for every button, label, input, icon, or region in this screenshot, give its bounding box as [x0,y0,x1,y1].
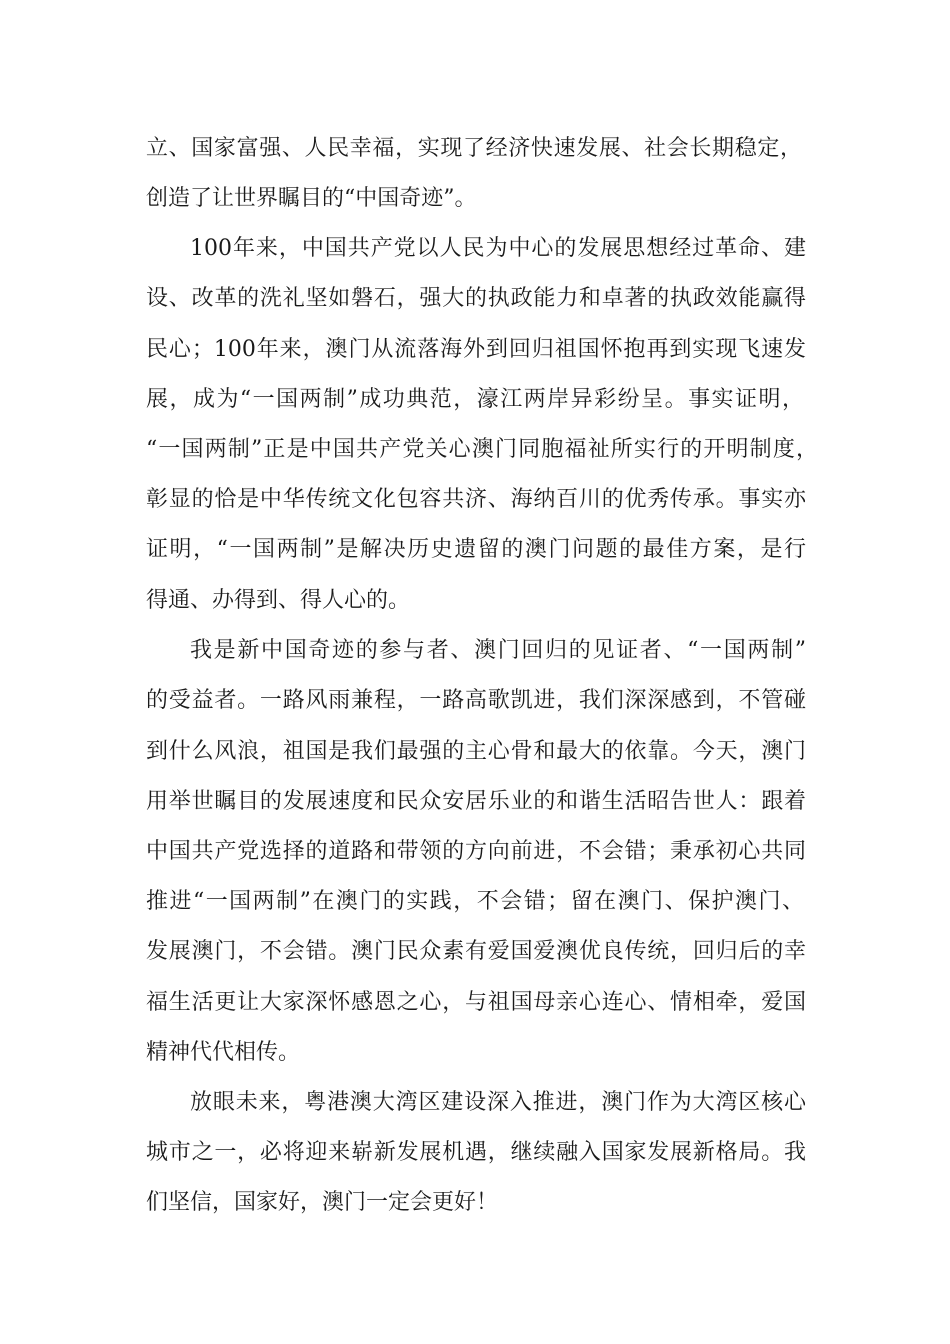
paragraph-line [0,383,950,417]
paragraph-line [0,935,950,969]
line-text: 展，成为“一国两制”成功典范，濠江两岸异彩纷呈。事实证明， [146,387,804,412]
line-text: 得通、办得到、得人心的。 [146,588,411,613]
line-text: 用举世瞩目的发展速度和民众安居乐业的和谐生活昭告世人：跟着 [146,789,806,814]
line-text: 城市之一，必将迎来崭新发展机遇，继续融入国家发展新格局。我 [146,1140,806,1165]
line-text: “一国两制”正是中国共产党关心澳门同胞福祉所实行的开明制度， [146,437,818,462]
line-text: 推进“一国两制”在澳门的实践，不会错；留在澳门、保护澳门、 [146,889,804,914]
paragraph-line [0,684,950,718]
line-text: 彰显的恰是中华传统文化包容共济、海纳百川的优秀传承。事实亦 [146,487,806,512]
line-text: 设、改革的洗礼坚如磐石，强大的执政能力和卓著的执政效能赢得 [146,286,806,311]
line-text: 到什么风浪，祖国是我们最强的主心骨和最大的依靠。今天，澳门 [146,739,806,764]
paragraph-line [0,433,950,467]
paragraph-line [0,232,950,266]
paragraph-line [0,533,950,567]
line-text: 民心；100年来，澳门从流落海外到回归祖国怀抱再到实现飞速发 [146,337,806,362]
line-text: 放眼未来，粤港澳大湾区建设深入推进，澳门作为大湾区核心 [190,1090,806,1115]
paragraph-line [0,1186,950,1220]
paragraph-line [0,483,950,517]
line-text: 们坚信，国家好，澳门一定会更好！ [146,1190,499,1215]
paragraph-line [0,584,950,618]
paragraph-line [0,182,950,216]
line-text: 立、国家富强、人民幸福，实现了经济快速发展、社会长期稳定， [146,136,802,161]
line-text: 中国共产党选择的道路和带领的方向前进，不会错；秉承初心共同 [146,839,806,864]
line-text: 我是新中国奇迹的参与者、澳门回归的见证者、“一国两制” [190,638,806,663]
paragraph-line [0,282,950,316]
paragraph-line [0,1136,950,1170]
paragraph-line [0,1036,950,1070]
line-text: 100年来，中国共产党以人民为中心的发展思想经过革命、建 [190,236,806,261]
paragraph-line [0,634,950,668]
line-text: 精神代代相传。 [146,1040,301,1065]
paragraph-line [0,1086,950,1120]
paragraph-line [0,735,950,769]
paragraph-line [0,785,950,819]
paragraph-line [0,885,950,919]
line-text: 发展澳门，不会错。澳门民众素有爱国爱澳优良传统，回归后的幸 [146,939,806,964]
line-text: 的受益者。一路风雨兼程，一路高歌凯进，我们深深感到，不管碰 [146,688,806,713]
paragraph-line [0,333,950,367]
paragraph-line [0,835,950,869]
paragraph-line [0,986,950,1020]
line-text: 福生活更让大家深怀感恩之心，与祖国母亲心连心、情相牵，爱国 [146,990,806,1015]
line-text: 创造了让世界瞩目的“中国奇迹”。 [146,186,477,211]
paragraph-line [0,132,950,166]
line-text: 证明，“一国两制”是解决历史遗留的澳门问题的最佳方案，是行 [146,537,806,562]
